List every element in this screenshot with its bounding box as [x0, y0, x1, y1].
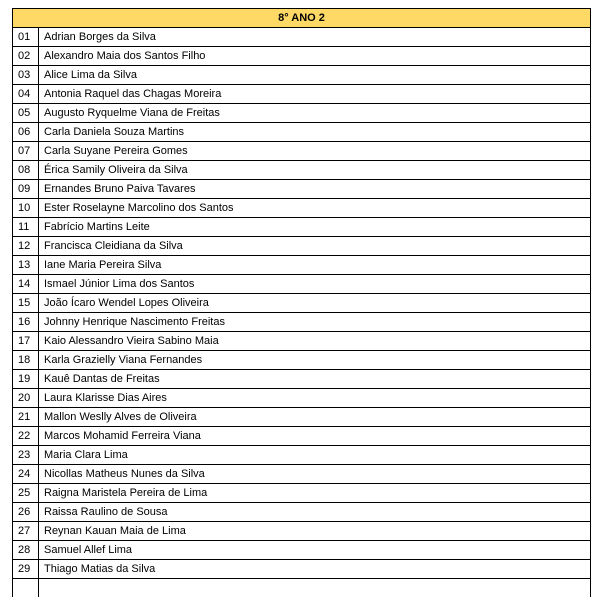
student-number: 03 [13, 66, 39, 85]
student-number: 24 [13, 465, 39, 484]
table-row [13, 408, 591, 427]
table-row [13, 484, 591, 503]
student-number: 20 [13, 389, 39, 408]
table-row [13, 104, 591, 123]
table-row [13, 180, 591, 199]
table-row [13, 446, 591, 465]
table-row [13, 389, 591, 408]
student-number: 05 [13, 104, 39, 123]
student-number: 04 [13, 85, 39, 104]
table-row [13, 465, 591, 484]
table-row [13, 161, 591, 180]
student-name: Marcos Mohamid Ferreira Viana [39, 427, 591, 446]
student-number: 01 [13, 28, 39, 47]
student-list-sheet [12, 8, 590, 597]
student-name: Johnny Henrique Nascimento Freitas [39, 313, 591, 332]
table-row [13, 560, 591, 579]
student-name: Iane Maria Pereira Silva [39, 256, 591, 275]
table-row [13, 503, 591, 522]
student-table [12, 8, 591, 597]
class-title: 8° ANO 2 [13, 9, 591, 28]
student-number: 19 [13, 370, 39, 389]
student-number: 29 [13, 560, 39, 579]
student-number: 17 [13, 332, 39, 351]
student-number: 06 [13, 123, 39, 142]
table-row [13, 313, 591, 332]
table-row [13, 294, 591, 313]
student-name: Ester Roselayne Marcolino dos Santos [39, 199, 591, 218]
student-number: 21 [13, 408, 39, 427]
student-number: 12 [13, 237, 39, 256]
student-number: 22 [13, 427, 39, 446]
student-number: 14 [13, 275, 39, 294]
student-name: Adrian Borges da Silva [39, 28, 591, 47]
table-row [13, 123, 591, 142]
student-number: 07 [13, 142, 39, 161]
student-name: Thiago Matias da Silva [39, 560, 591, 579]
table-row [13, 66, 591, 85]
table-row [13, 541, 591, 560]
student-name: Érica Samily Oliveira da Silva [39, 161, 591, 180]
table-row [13, 28, 591, 47]
student-name [39, 579, 591, 597]
student-name: Fabrício Martins Leite [39, 218, 591, 237]
student-name: Mallon Weslly Alves de Oliveira [39, 408, 591, 427]
student-name: Francisca Cleidiana da Silva [39, 237, 591, 256]
student-name: Alexandro Maia dos Santos Filho [39, 47, 591, 66]
table-row [13, 199, 591, 218]
student-number: 13 [13, 256, 39, 275]
student-name: Alice Lima da Silva [39, 66, 591, 85]
student-number: 27 [13, 522, 39, 541]
student-number: 15 [13, 294, 39, 313]
student-name: Karla Grazielly Viana Fernandes [39, 351, 591, 370]
table-row [13, 237, 591, 256]
student-name: Raissa Raulino de Sousa [39, 503, 591, 522]
table-row [13, 332, 591, 351]
student-number: 09 [13, 180, 39, 199]
student-number: 02 [13, 47, 39, 66]
student-number: 18 [13, 351, 39, 370]
student-rows [13, 28, 591, 597]
student-number: 10 [13, 199, 39, 218]
student-number: 23 [13, 446, 39, 465]
table-row [13, 85, 591, 104]
student-name: Augusto Ryquelme Viana de Freitas [39, 104, 591, 123]
table-row [13, 275, 591, 294]
student-number [13, 579, 39, 597]
header-row [13, 9, 591, 28]
student-name: Samuel Allef Lima [39, 541, 591, 560]
table-row [13, 351, 591, 370]
table-row [13, 218, 591, 237]
student-name: Kauê Dantas de Freitas [39, 370, 591, 389]
student-name: Ismael Júnior Lima dos Santos [39, 275, 591, 294]
student-number: 28 [13, 541, 39, 560]
student-name: Ernandes Bruno Paiva Tavares [39, 180, 591, 199]
table-row [13, 47, 591, 66]
student-name: Reynan Kauan Maia de Lima [39, 522, 591, 541]
student-name: Laura Klarisse Dias Aires [39, 389, 591, 408]
student-name: Kaio Alessandro Vieira Sabino Maia [39, 332, 591, 351]
student-number: 08 [13, 161, 39, 180]
student-number: 11 [13, 218, 39, 237]
table-row [13, 427, 591, 446]
table-row [13, 370, 591, 389]
table-row [13, 579, 591, 597]
student-number: 16 [13, 313, 39, 332]
student-name: Maria Clara Lima [39, 446, 591, 465]
table-row [13, 256, 591, 275]
student-number: 26 [13, 503, 39, 522]
student-name: Raigna Maristela Pereira de Lima [39, 484, 591, 503]
student-number: 25 [13, 484, 39, 503]
table-row [13, 142, 591, 161]
student-name: Nicollas Matheus Nunes da Silva [39, 465, 591, 484]
student-name: João Ícaro Wendel Lopes Oliveira [39, 294, 591, 313]
table-row [13, 522, 591, 541]
student-name: Carla Daniela Souza Martins [39, 123, 591, 142]
student-name: Carla Suyane Pereira Gomes [39, 142, 591, 161]
student-name: Antonia Raquel das Chagas Moreira [39, 85, 591, 104]
